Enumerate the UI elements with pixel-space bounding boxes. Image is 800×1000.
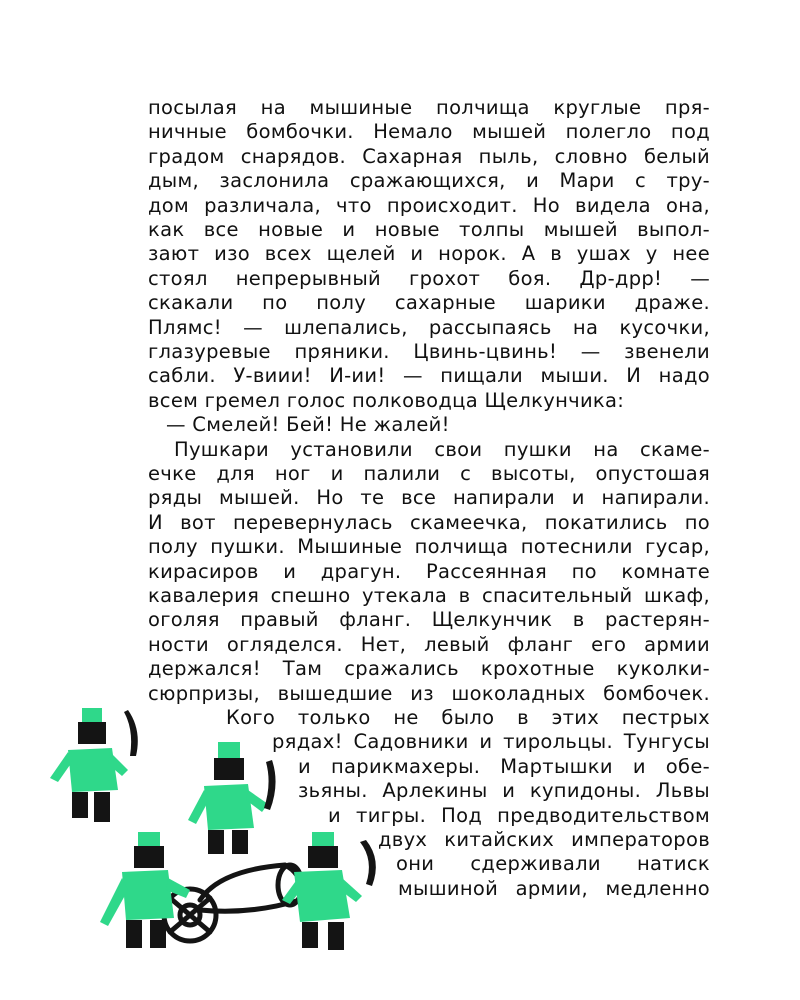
text-line: дом различала, что происходит. Но видела она, bbox=[148, 193, 710, 217]
text-line: держался! Там сражались крохотные куколки- bbox=[148, 657, 710, 681]
text-line: оголяя правый фланг. Щелкунчик в растерян- bbox=[148, 608, 710, 632]
text-line: посылая на мышиные полчища круглые пря- bbox=[148, 96, 710, 119]
text-line: скакали по полу сахарные шарики драже. bbox=[148, 291, 710, 315]
text-line: двух китайских императоров bbox=[378, 828, 710, 851]
toy-soldiers-illustration bbox=[50, 700, 390, 960]
soldier-right-icon bbox=[282, 832, 376, 950]
text-line: зьяны. Арлекины и купидоны. Львы bbox=[298, 779, 710, 803]
text-line: как все новые и новые толпы мышей выпол- bbox=[148, 218, 710, 241]
text-line: сабли. У-виии! И-ии! — пищали мыши. И надо bbox=[148, 364, 710, 388]
soldier-left-icon bbox=[50, 708, 138, 822]
text-line: И вот перевернулась скамеечка, покатились по bbox=[148, 510, 710, 534]
text-line: всем гремел голос полководца Щелкунчика: bbox=[148, 388, 625, 412]
text-line: полу пушки. Мышиные полчища потеснили гусар, bbox=[148, 535, 710, 559]
text-line: кавалерия спешно утекала в спасительный шкаф, bbox=[148, 584, 710, 607]
text-line: ности огляделся. Нет, левый фланг его армии bbox=[148, 632, 710, 656]
text-line: дым, заслонила сражающихся, и Мари с тру- bbox=[148, 169, 710, 193]
text-line: градом снарядов. Сахарная пыль, словно белый bbox=[148, 144, 710, 168]
text-line: Плямс! — шлепались, рассыпаясь на кусочки, bbox=[148, 315, 710, 339]
text-line: — Смелей! Бей! Не жалей! bbox=[166, 413, 450, 437]
text-line: стоял непрерывный грохот боя. Др-дрр! — bbox=[148, 266, 710, 290]
text-line: они сдерживали натиск bbox=[396, 852, 710, 876]
text-line: мышиной армии, медленно bbox=[398, 876, 710, 900]
text-line: ечке для ног и палили с высоты, опустошая bbox=[148, 462, 710, 485]
text-line: зают изо всех щелей и норок. А в ушах у нее bbox=[148, 242, 710, 266]
text-line: и тигры. Под предводительством bbox=[328, 803, 710, 827]
text-line: ничные бомбочки. Немало мышей полегло под bbox=[148, 120, 710, 144]
cannon-icon bbox=[164, 865, 302, 941]
text-line: Кого только не было в этих пестрых bbox=[226, 706, 710, 729]
text-line: ряды мышей. Но те все напирали и напирали. bbox=[148, 486, 710, 510]
text-line: кирасиров и драгун. Рассеянная по комнате bbox=[148, 559, 710, 583]
text-line: сюрпризы, вышедшие из шоколадных бомбочек. bbox=[148, 681, 710, 705]
text-line: рядах! Садовники и тирольцы. Тунгусы bbox=[272, 730, 710, 754]
text-line: и парикмахеры. Мартышки и обе- bbox=[298, 754, 710, 778]
soldier-bottom-left-icon bbox=[100, 832, 190, 948]
text-line: Пушкари установили свои пушки на скаме- bbox=[174, 437, 710, 461]
text-line: глазуревые пряники. Цвинь-цвинь! — звенели bbox=[148, 340, 710, 363]
soldier-middle-icon bbox=[188, 742, 276, 854]
